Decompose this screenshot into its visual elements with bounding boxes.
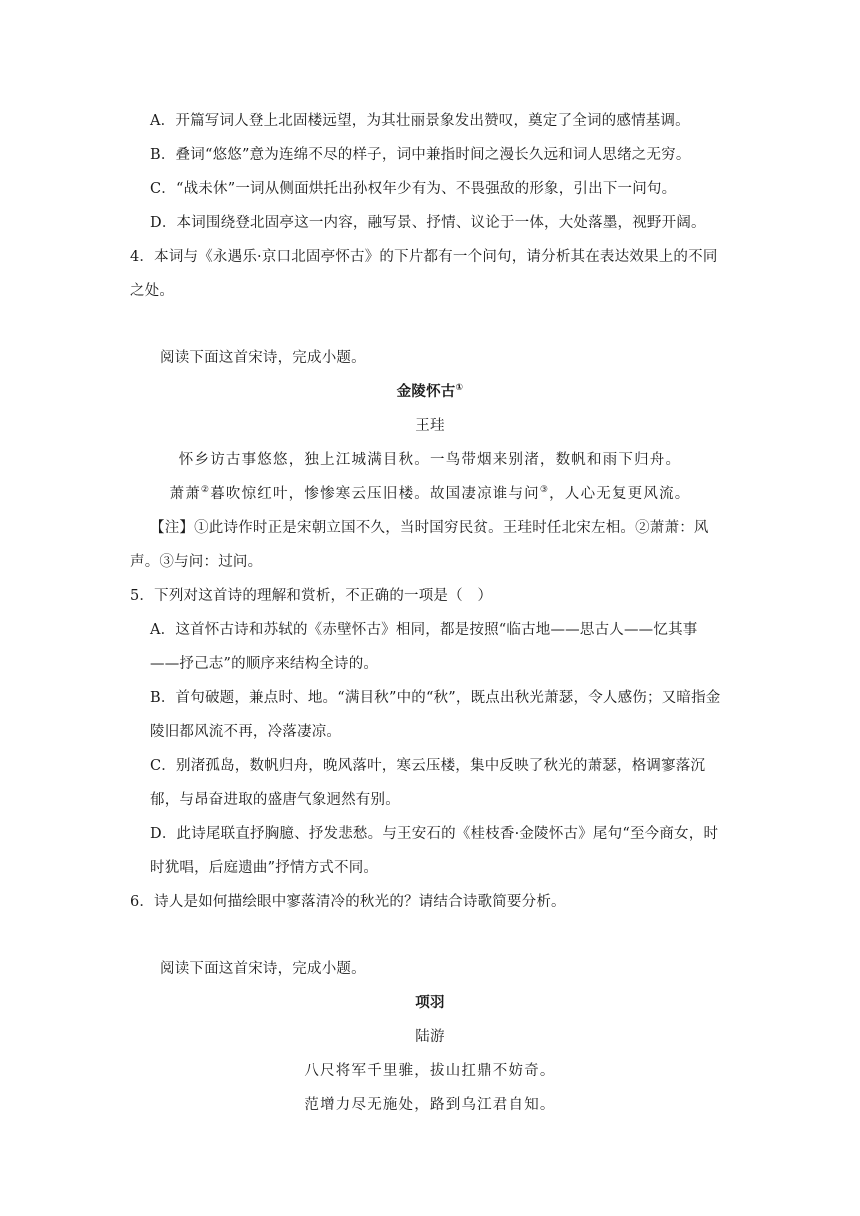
question-5: 5．下列对这首诗的理解和赏析，不正确的一项是（ ） [130, 588, 493, 604]
option-c: C．“战未休”一词从侧面烘托出孙权年少有为、不畏强敌的形象，引出下一问句。 [150, 181, 677, 197]
question-6: 6．诗人是如何描绘眼中寥落清冷的秋光的？请结合诗歌简要分析。 [130, 894, 566, 910]
option-a-continued: ——抒己志”的顺序来结构全诗的。 [150, 656, 379, 672]
option-b-continued: 陵旧都风流不再，冷落凄凉。 [150, 724, 342, 740]
poem-author: 陆游 [415, 1029, 445, 1045]
poem-title-text: 金陵怀古 [396, 384, 456, 400]
poem-text: ，人心无复更风流。 [549, 486, 691, 502]
poem-line: 怀乡访古事悠悠，独上江城满目秋。一鸟带烟来别渚，数帆和雨下归舟。 [178, 452, 682, 468]
option-a: A．开篇写词人登上北固楼远望，为其壮丽景象发出赞叹，奠定了全词的感情基调。 [150, 113, 690, 129]
annotation-continued: 声。③与问：过问。 [130, 554, 263, 570]
poem-author: 王珪 [415, 418, 445, 434]
poem-title: 项羽 [415, 995, 445, 1011]
option-d: D．此诗尾联直抒胸臆、抒发悲愁。与王安石的《桂枝香·金陵怀古》尾句“至今商女，时 [150, 826, 719, 842]
poem-title [0, 382, 860, 402]
reading-intro: 阅读下面这首宋诗，完成小题。 [160, 350, 366, 366]
question-4-continued: 之处。 [130, 283, 175, 299]
option-a: A．这首怀古诗和苏轼的《赤壁怀古》相同，都是按照“临古地——思古人——忆其事 [150, 622, 698, 638]
footnote-marker: ③ [539, 485, 550, 495]
poem-line: 范增力尽无施处，路到乌江君自知。 [304, 1097, 556, 1113]
option-d-continued: 时犹唱，后庭遗曲”抒情方式不同。 [150, 860, 379, 876]
annotation: 【注】①此诗作时正是宋朝立国不久，当时国穷民贫。王珪时任北宋左相。②萧萧：风 [150, 520, 709, 536]
option-b: B．叠词“悠悠”意为连绵不尽的样子，词中兼指时间之漫长久远和词人思绪之无穷。 [150, 147, 691, 163]
poem-text: 萧萧 [169, 486, 201, 502]
question-4: 4．本词与《永遇乐·京口北固亭怀古》的下片都有一个问句，请分析其在表达效果上的不同 [130, 249, 718, 265]
poem-text: 暮吹惊红叶，惨惨寒云压旧楼。故国凄凉谁与问 [210, 486, 540, 502]
option-c-continued: 郁，与昂奋进取的盛唐气象迥然有别。 [150, 792, 400, 808]
footnote-marker: ① [455, 383, 464, 393]
footnote-marker: ② [200, 485, 211, 495]
poem-line [0, 484, 860, 504]
poem-line: 八尺将军千里骓，拔山扛鼎不妨奇。 [304, 1063, 556, 1079]
reading-intro: 阅读下面这首宋诗，完成小题。 [160, 961, 366, 977]
option-d: D．本词围绕登北固亭这一内容，融写景、抒情、议论于一体，大处落墨，视野开阔。 [150, 215, 706, 231]
option-b: B．首句破题，兼点时、地。“满目秋”中的“秋”，既点出秋光萧瑟，令人感伤；又暗指金 [150, 690, 721, 706]
option-c: C．别渚孤岛，数帆归舟，晚风落叶，寒云压楼，集中反映了秋光的萧瑟，格调寥落沉 [150, 758, 706, 774]
